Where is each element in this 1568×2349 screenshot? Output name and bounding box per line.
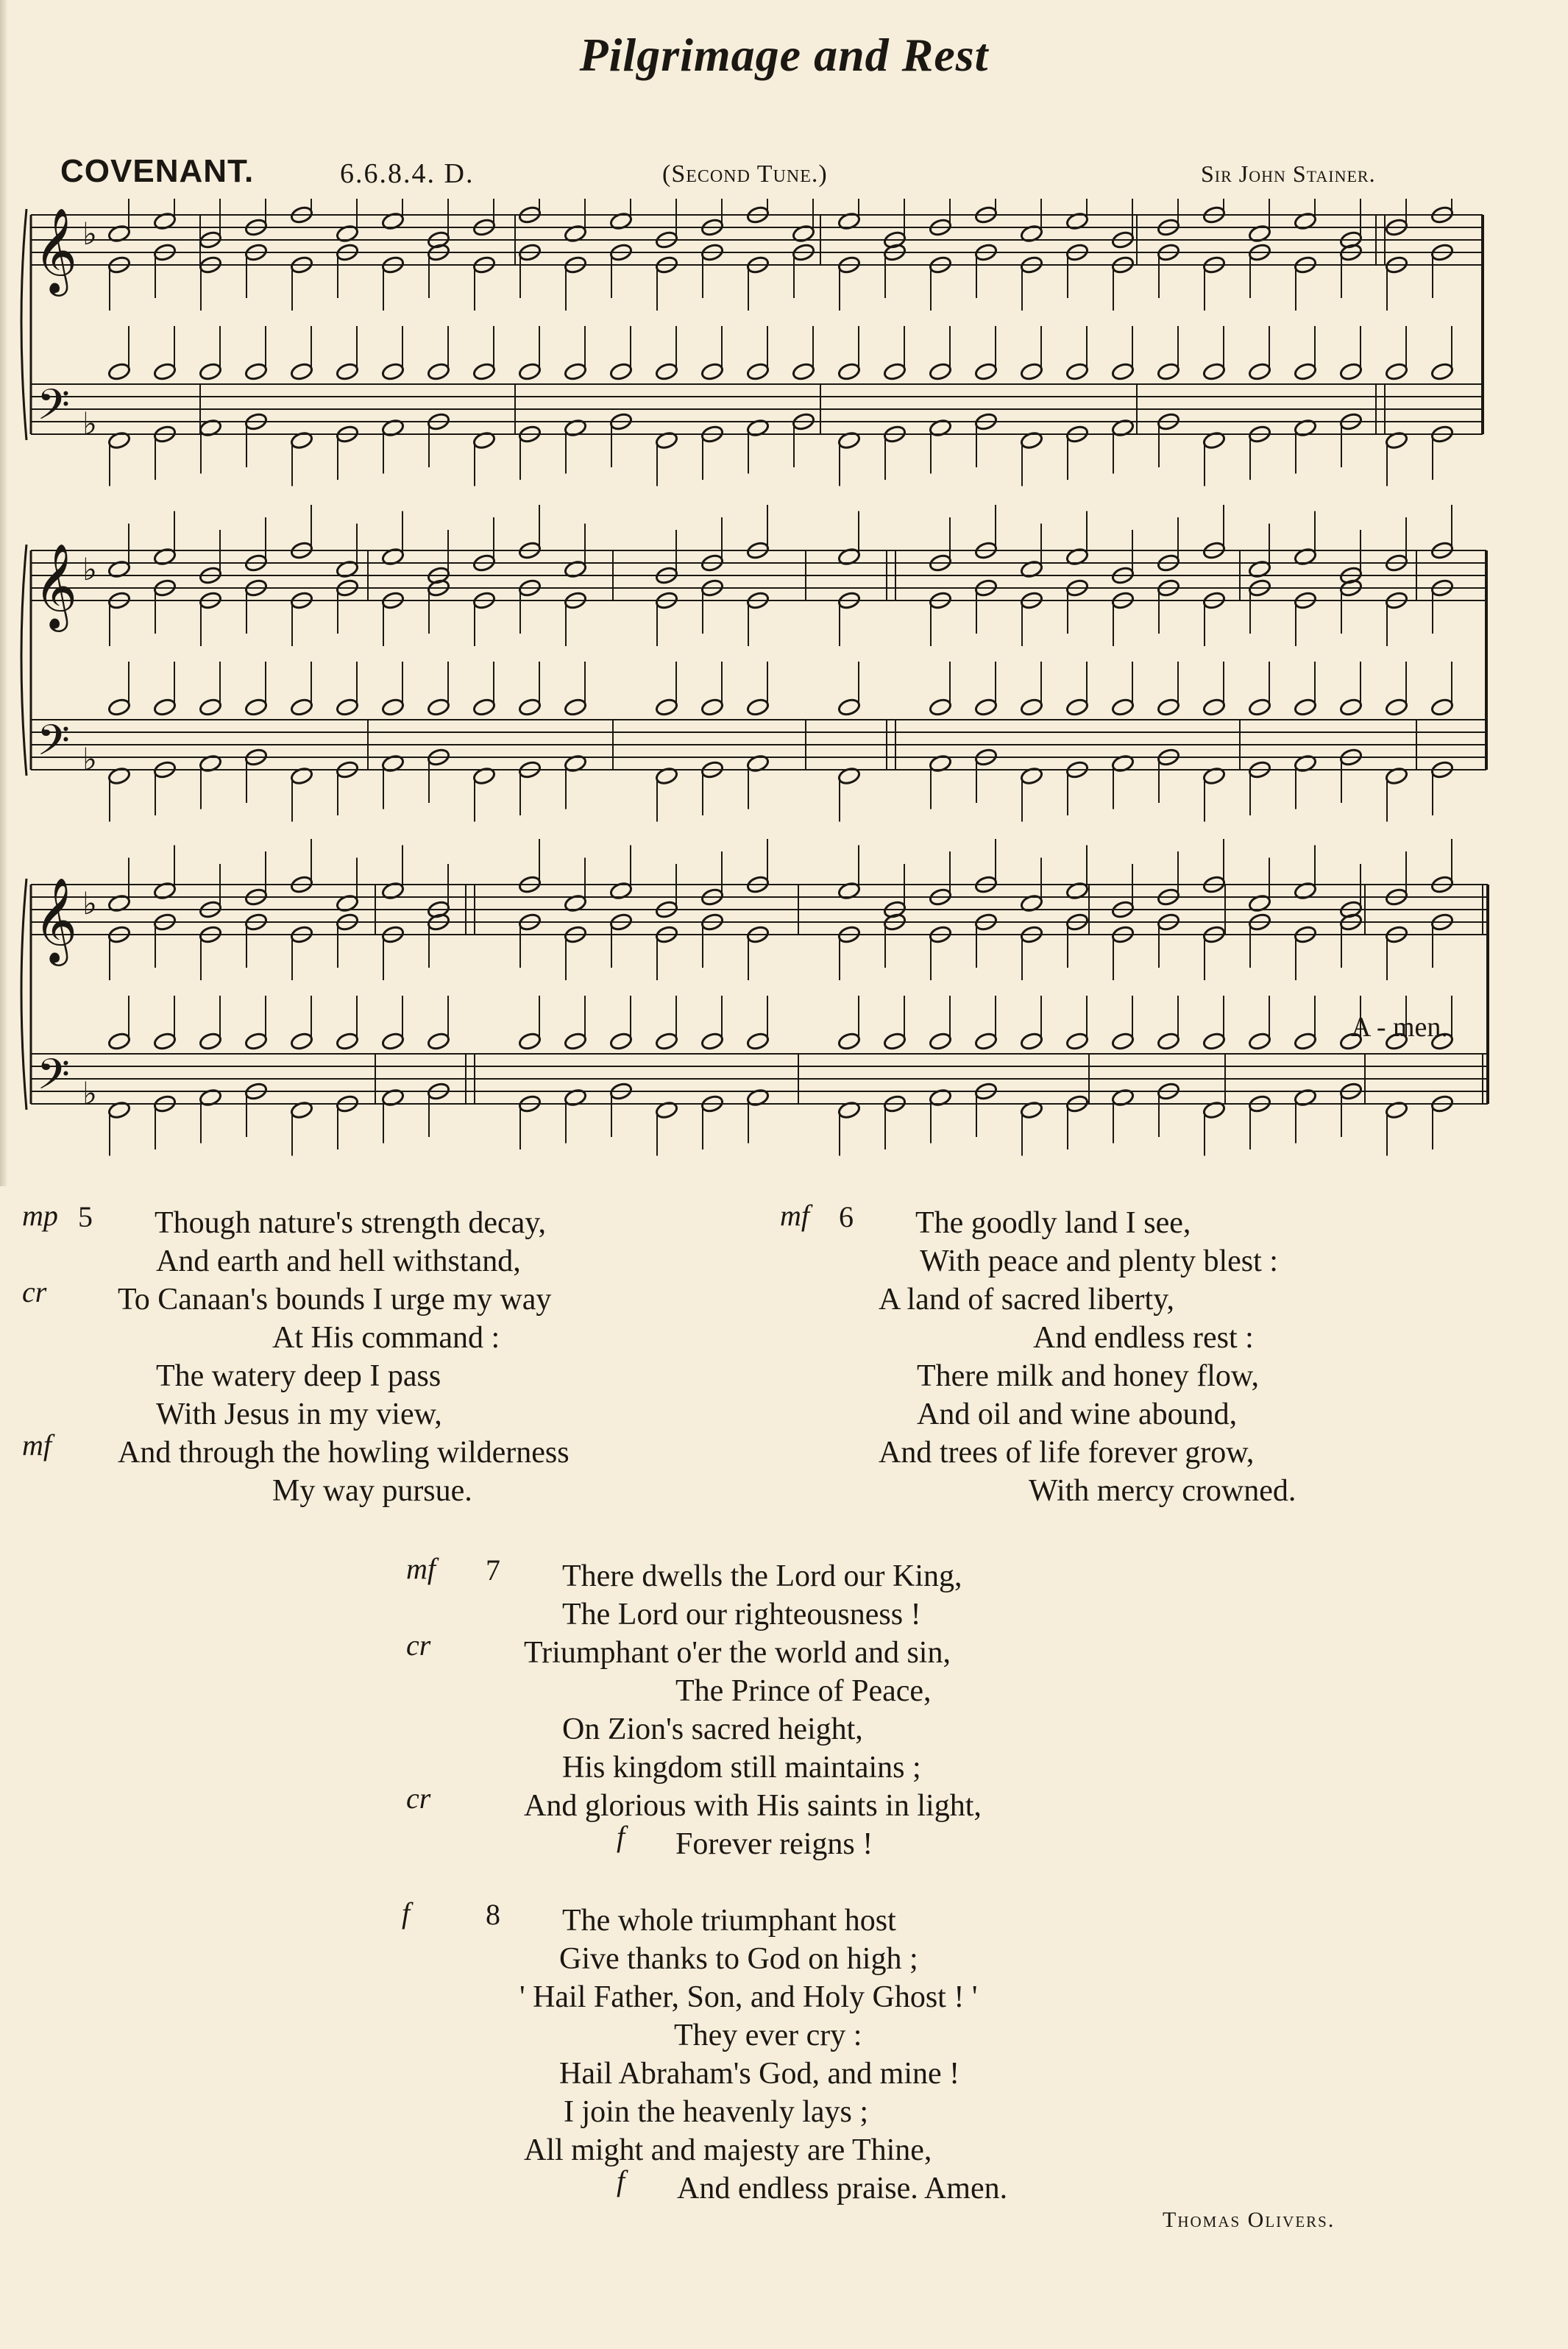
note-head xyxy=(336,1032,359,1051)
note-head xyxy=(290,698,313,717)
note-head xyxy=(1294,1032,1317,1051)
verse-8-line-5: Hail Abraham's God, and mine ! xyxy=(559,2057,960,2091)
note-head xyxy=(472,362,496,381)
verse-7-line-5: On Zion's sacred height, xyxy=(562,1712,863,1746)
verse-7-line-6: His kingdom still maintains ; xyxy=(562,1751,921,1785)
note-head xyxy=(974,362,998,381)
bass-clef: 𝄢 xyxy=(37,380,71,440)
verse-5-line-6: With Jesus in my view, xyxy=(156,1397,442,1431)
note-head xyxy=(1202,362,1226,381)
note-head xyxy=(153,698,177,717)
verse-6-line-8: With mercy crowned. xyxy=(1029,1474,1296,1508)
note-head xyxy=(518,362,542,381)
note-head xyxy=(336,698,359,717)
note-head xyxy=(700,1032,724,1051)
verse-7-line-8-dynamic: f xyxy=(617,1820,625,1853)
note-head xyxy=(1020,362,1043,381)
note-head xyxy=(564,698,587,717)
note-head xyxy=(472,698,496,717)
verse-7-number: 7 xyxy=(486,1553,500,1587)
tune-name: COVENANT. xyxy=(60,153,255,189)
verse-5-number: 5 xyxy=(78,1200,93,1233)
verse-8-line-1: The whole triumphant host xyxy=(562,1904,896,1938)
note-head xyxy=(655,698,678,717)
note-head xyxy=(929,698,952,717)
verse-6-line-4: And endless rest : xyxy=(1033,1321,1254,1355)
verse-5-line-5: The watery deep I pass xyxy=(156,1359,441,1393)
music-score xyxy=(0,199,1568,1163)
note-head xyxy=(1157,1032,1180,1051)
note-head xyxy=(199,362,222,381)
note-head xyxy=(883,362,907,381)
note-head xyxy=(1157,698,1180,717)
brace xyxy=(21,545,26,776)
brace xyxy=(21,879,26,1110)
note-head xyxy=(1294,362,1317,381)
note-head xyxy=(381,362,405,381)
tune-composer: Sir John Stainer. xyxy=(1201,160,1376,187)
note-head xyxy=(1248,1032,1271,1051)
note-head xyxy=(609,1032,633,1051)
verse-6-line-6: And oil and wine abound, xyxy=(917,1397,1238,1431)
bass-clef: 𝄢 xyxy=(37,1049,71,1110)
verse-5-line-7-dynamic: mf xyxy=(22,1428,52,1462)
verse-6-line-5: There milk and honey flow, xyxy=(917,1359,1259,1393)
verse-5-dynamic: mp xyxy=(22,1199,58,1232)
verse-7-line-2: The Lord our righteousness ! xyxy=(562,1598,921,1631)
key-flat: ♭ xyxy=(82,885,97,921)
treble-clef: 𝄞 xyxy=(34,876,78,963)
note-head xyxy=(929,362,952,381)
note-head xyxy=(244,698,268,717)
note-head xyxy=(746,362,770,381)
verse-5-line-3: To Canaan's bounds I urge my way xyxy=(118,1283,552,1317)
music-staves xyxy=(21,199,1488,1156)
tune-note: (Second Tune.) xyxy=(662,160,828,188)
note-head xyxy=(1339,698,1363,717)
note-head xyxy=(655,1032,678,1051)
note-head xyxy=(1202,1032,1226,1051)
note-head xyxy=(1430,362,1454,381)
note-head xyxy=(837,362,861,381)
note-head xyxy=(381,698,405,717)
treble-clef: 𝄞 xyxy=(34,207,78,293)
verse-7-line-3: Triumphant o'er the world and sin, xyxy=(524,1636,951,1670)
verse-8-line-3: ' Hail Father, Son, and Holy Ghost ! ' xyxy=(519,1980,978,2014)
note-head xyxy=(564,1032,587,1051)
note-head xyxy=(1111,1032,1135,1051)
verse-7-line-8: Forever reigns ! xyxy=(675,1827,873,1861)
note-head xyxy=(336,362,359,381)
verse-8-line-8-dynamic: f xyxy=(617,2164,625,2197)
verse-6-line-3: A land of sacred liberty, xyxy=(879,1283,1174,1317)
key-flat: ♭ xyxy=(82,405,97,442)
verse-5-line-8: My way pursue. xyxy=(272,1474,472,1508)
verse-6-line-1: The goodly land I see, xyxy=(915,1206,1191,1240)
note-head xyxy=(1248,362,1271,381)
note-head xyxy=(1065,698,1089,717)
note-head xyxy=(1294,698,1317,717)
note-head xyxy=(244,1032,268,1051)
note-head xyxy=(199,698,222,717)
note-head xyxy=(1020,1032,1043,1051)
verse-8-number: 8 xyxy=(486,1898,500,1931)
note-head xyxy=(107,1032,131,1051)
note-head xyxy=(1430,698,1454,717)
verse-6-line-7: And trees of life forever grow, xyxy=(879,1436,1255,1470)
note-head xyxy=(700,698,724,717)
verse-8-dynamic: f xyxy=(402,1896,411,1930)
note-head xyxy=(1065,362,1089,381)
verse-8-line-7: All might and majesty are Thine, xyxy=(524,2133,932,2167)
key-flat: ♭ xyxy=(82,741,97,777)
note-head xyxy=(974,698,998,717)
verse-7-line-1: There dwells the Lord our King, xyxy=(562,1559,962,1593)
note-head xyxy=(1157,362,1180,381)
key-flat: ♭ xyxy=(82,1075,97,1111)
key-flat: ♭ xyxy=(82,551,97,587)
note-head xyxy=(153,362,177,381)
note-head xyxy=(883,1032,907,1051)
note-head xyxy=(974,1032,998,1051)
note-head xyxy=(746,698,770,717)
verse-7-line-7-dynamic: cr xyxy=(406,1782,431,1815)
note-head xyxy=(1339,362,1363,381)
note-head xyxy=(107,362,131,381)
note-head xyxy=(1111,698,1135,717)
verse-8-line-2: Give thanks to God on high ; xyxy=(559,1942,918,1976)
key-flat: ♭ xyxy=(82,216,97,252)
verse-7-line-7: And glorious with His saints in light, xyxy=(524,1789,982,1823)
note-head xyxy=(1248,698,1271,717)
verse-6-dynamic: mf xyxy=(780,1199,809,1232)
verse-6-line-2: With peace and plenty blest : xyxy=(920,1244,1278,1278)
verse-5-line-4: At His command : xyxy=(272,1321,500,1355)
note-head xyxy=(837,1032,861,1051)
note-head xyxy=(1065,1032,1089,1051)
note-head xyxy=(518,698,542,717)
verse-8-line-4: They ever cry : xyxy=(674,2019,862,2052)
verse-7-line-3-dynamic: cr xyxy=(406,1629,431,1662)
note-head xyxy=(837,698,861,717)
hymn-author: Thomas Olivers. xyxy=(1163,2208,1335,2232)
note-head xyxy=(929,1032,952,1051)
note-head xyxy=(427,698,450,717)
verse-7-line-4: The Prince of Peace, xyxy=(675,1674,932,1708)
note-head xyxy=(655,362,678,381)
amen-label: A - men. xyxy=(1351,1012,1448,1043)
note-head xyxy=(564,362,587,381)
note-head xyxy=(1385,698,1408,717)
verse-7-dynamic: mf xyxy=(406,1552,436,1585)
note-head xyxy=(153,1032,177,1051)
note-head xyxy=(518,1032,542,1051)
note-head xyxy=(1111,362,1135,381)
page-heading: Pilgrimage and Rest xyxy=(579,29,989,81)
verse-8-line-6: I join the heavenly lays ; xyxy=(564,2095,869,2129)
note-head xyxy=(290,362,313,381)
verse-5-line-2: And earth and hell withstand, xyxy=(156,1244,521,1278)
verse-5-line-1: Though nature's strength decay, xyxy=(155,1206,547,1240)
verse-8-line-8: And endless praise. Amen. xyxy=(677,2172,1008,2205)
treble-clef: 𝄞 xyxy=(34,542,78,628)
note-head xyxy=(1020,698,1043,717)
brace xyxy=(21,209,26,440)
note-head xyxy=(1385,362,1408,381)
note-head xyxy=(746,1032,770,1051)
note-head xyxy=(1202,698,1226,717)
note-head xyxy=(700,362,724,381)
verse-5-line-7: And through the howling wilderness xyxy=(118,1436,570,1470)
note-head xyxy=(609,362,633,381)
note-head xyxy=(244,362,268,381)
note-head xyxy=(107,698,131,717)
bass-clef: 𝄢 xyxy=(37,715,71,776)
note-head xyxy=(792,362,815,381)
verse-5-line-3-dynamic: cr xyxy=(22,1275,47,1308)
note-head xyxy=(427,1032,450,1051)
note-head xyxy=(290,1032,313,1051)
verse-6-number: 6 xyxy=(839,1200,854,1233)
note-head xyxy=(199,1032,222,1051)
tune-meter: 6.6.8.4. D. xyxy=(340,158,475,189)
note-head xyxy=(381,1032,405,1051)
note-head xyxy=(427,362,450,381)
